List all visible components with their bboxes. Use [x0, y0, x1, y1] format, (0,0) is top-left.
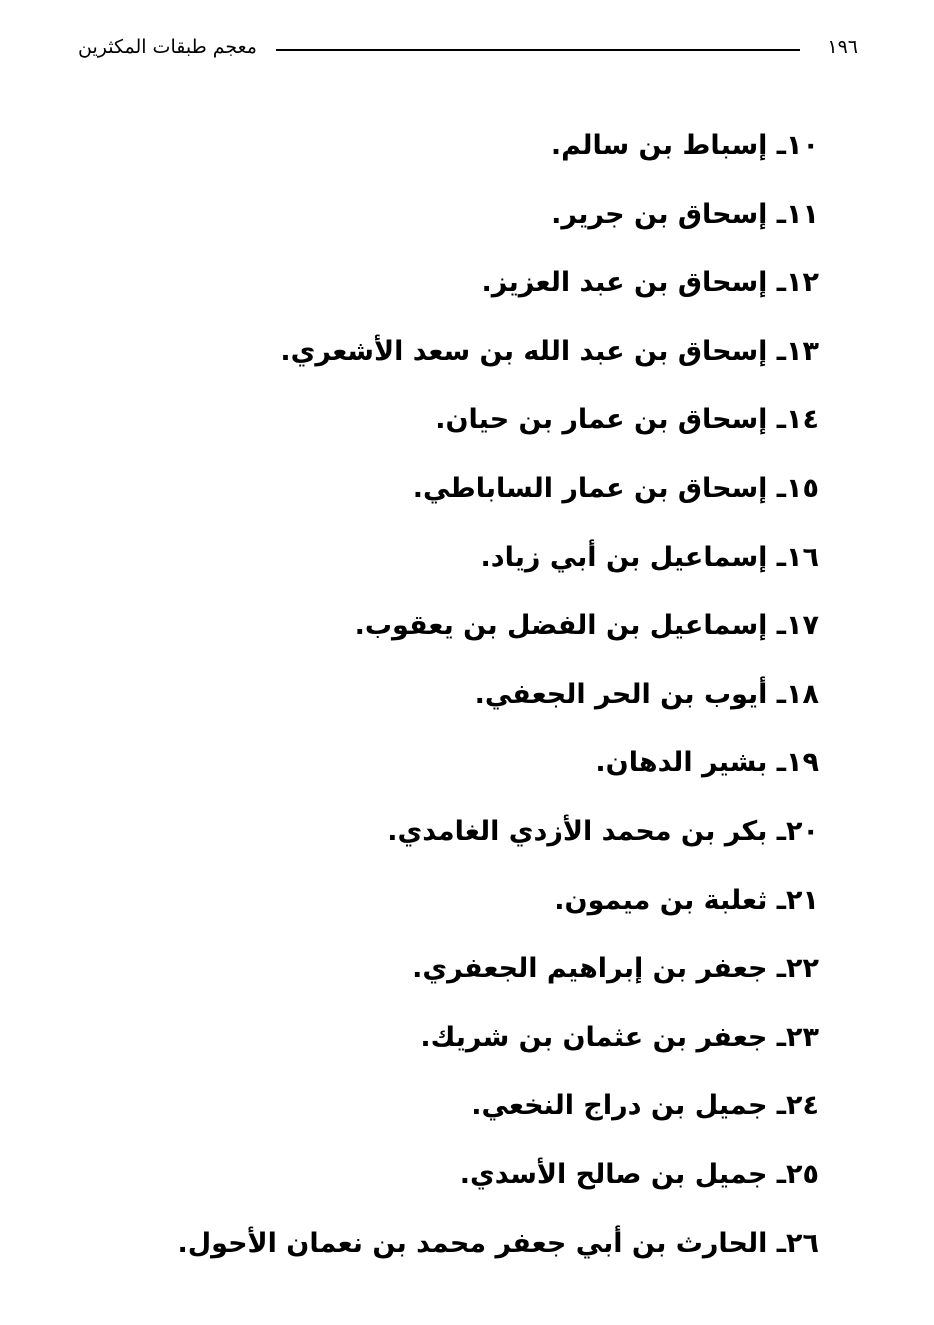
list-item: ٢٤ـ جميل بن دراج النخعي. [471, 1090, 819, 1122]
list-item: ١٣ـ إسحاق بن عبد الله بن سعد الأشعري. [280, 335, 819, 367]
narrator-list [99, 112, 819, 1278]
header-rule [276, 49, 800, 51]
list-item: ١٦ـ إسماعيل بن أبي زياد. [480, 541, 819, 573]
list-item: ١١ـ إسحاق بن جرير. [551, 198, 819, 230]
list-item: ١٨ـ أيوب بن الحر الجعفي. [474, 678, 819, 710]
list-item: ١٧ـ إسماعيل بن الفضل بن يعقوب. [354, 610, 819, 642]
list-item: ٢٦ـ الحارث بن أبي جعفر محمد بن نعمان الأحول. [177, 1227, 819, 1259]
list-item: ١٢ـ إسحاق بن عبد العزيز. [481, 267, 819, 299]
list-item: ٢٠ـ بكر بن محمد الأزدي الغامدي. [387, 815, 819, 847]
page-header [78, 30, 858, 70]
list-item: ١٥ـ إسحاق بن عمار الساباطي. [412, 472, 819, 504]
list-item: ١٠ـ إسباط بن سالم. [550, 130, 819, 161]
list-item: ٢٣ـ جعفر بن عثمان بن شريك. [420, 1021, 819, 1053]
list-item: ٢٢ـ جعفر بن إبراهيم الجعفري. [412, 953, 819, 985]
list-item: ٢١ـ ثعلبة بن ميمون. [554, 884, 819, 916]
running-title: معجم طبقات المكثرين [78, 36, 257, 58]
page-number: ١٩٦ [827, 36, 858, 58]
list-item: ٢٥ـ جميل بن صالح الأسدي. [459, 1158, 819, 1190]
list-item: ١٤ـ إسحاق بن عمار بن حيان. [435, 404, 819, 436]
list-item: ١٩ـ بشير الدهان. [595, 747, 819, 779]
